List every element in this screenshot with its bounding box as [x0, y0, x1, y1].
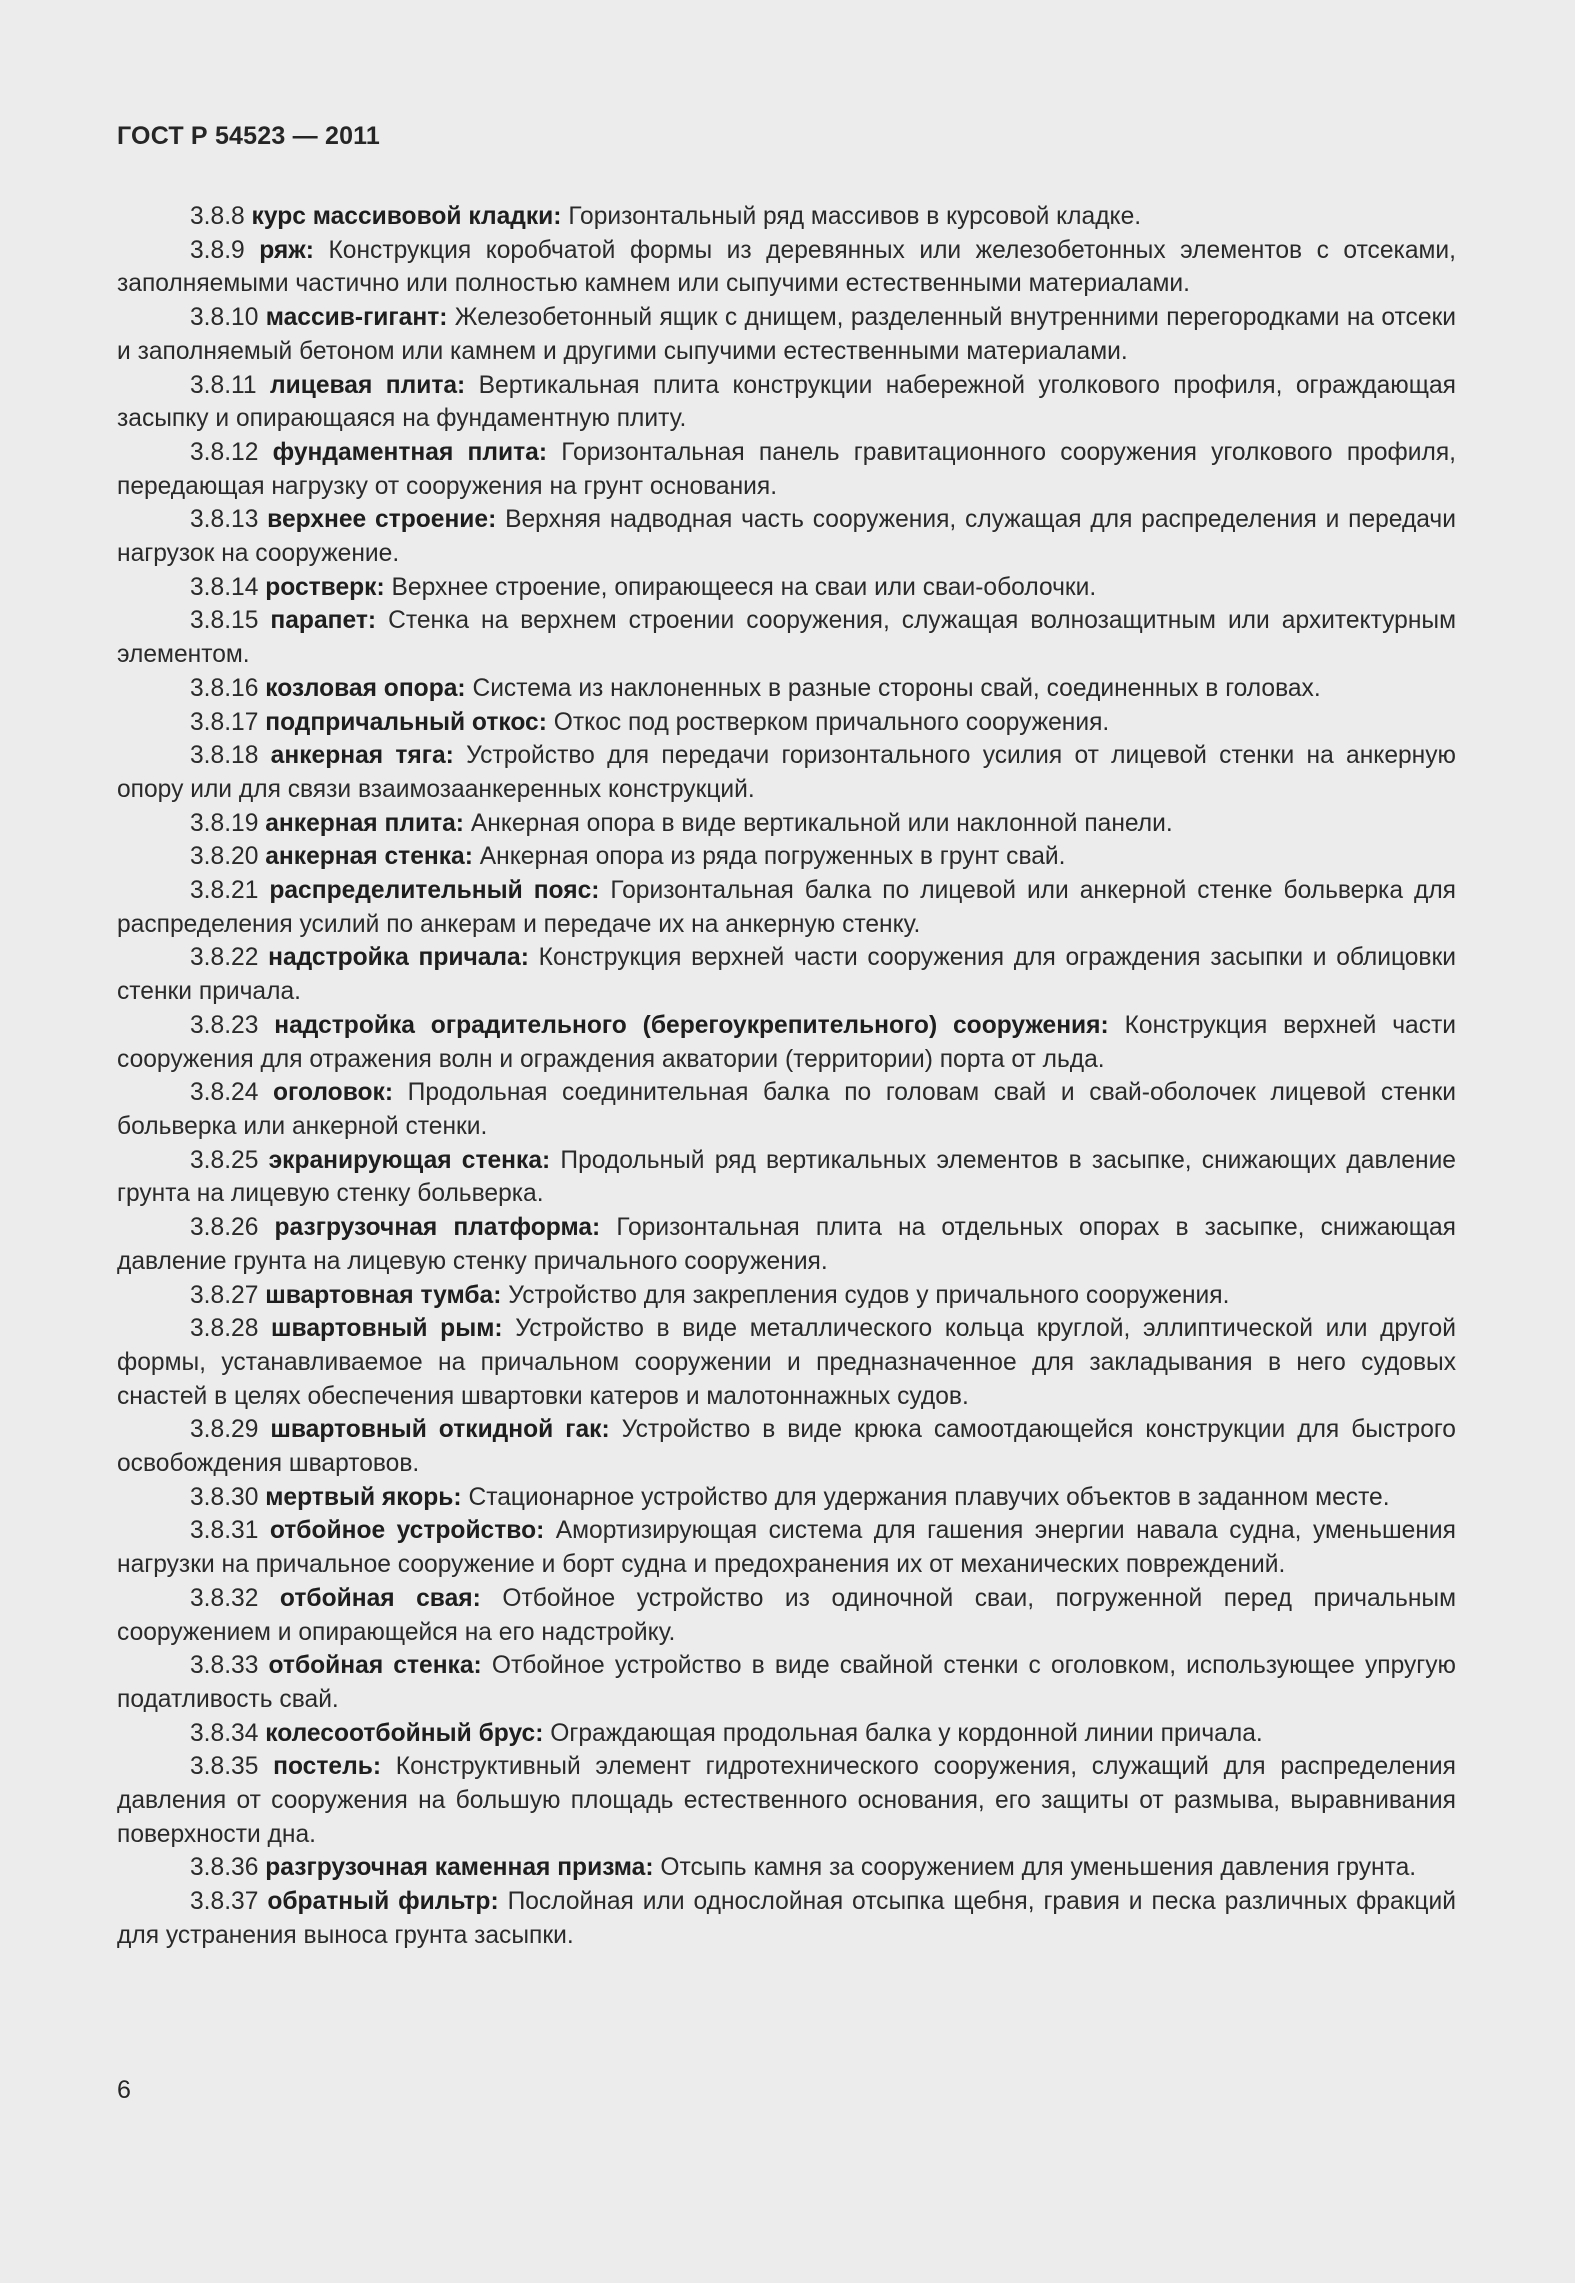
entry-number: 3.8.11 — [190, 371, 257, 399]
entry-number: 3.8.27 — [190, 1281, 259, 1309]
entry-text: Устройство в виде металлического кольца круглой, эллиптической или другой формы, устанавливаемое на причальном сооружении и предназначенное для закладывания в него судовых снастей в целях обеспечения швартовки катеров и малотоннажных судов. — [117, 1315, 1456, 1410]
definition-entry — [117, 874, 1456, 941]
definition-entry — [117, 604, 1456, 671]
entry-text: Отсыпь камня за сооружением для уменьшения давления грунта. — [660, 1854, 1417, 1882]
definition-entry — [117, 369, 1456, 436]
entry-number: 3.8.17 — [190, 708, 259, 736]
entry-text: Амортизирующая система для гашения энергии навала судна, уменьшения нагрузки на причальное сооружение и борт судна и предохранения их от механических повреждений. — [117, 1517, 1456, 1579]
entry-text: Железобетонный ящик с днищем, разделенный внутренними перегородками на отсеки и заполняемый бетоном или камнем и другими сыпучими естественными материалами. — [117, 304, 1457, 365]
entry-number: 3.8.29 — [190, 1416, 259, 1444]
entry-number: 3.8.35 — [190, 1753, 259, 1781]
entry-text: Продольная соединительная балка по головам свай и свай-оболочек лицевой стенки больверка или анкерной стенки. — [117, 1079, 1456, 1140]
entry-text: Горизонтальный ряд массивов в курсовой кладке. — [568, 203, 1142, 230]
definition-entry — [117, 1582, 1456, 1649]
entry-term: анкерная тяга: — [270, 742, 454, 770]
entry-text: Отбойное устройство в виде свайной стенки с оголовком, использующее упругую податливость свай. — [117, 1652, 1457, 1713]
entry-text: Устройство для закрепления судов у причального сооружения. — [508, 1281, 1230, 1309]
entry-text: Верхняя надводная часть сооружения, служащая для распределения и передачи нагрузок на сооружение. — [117, 506, 1456, 568]
entry-number: 3.8.32 — [190, 1584, 259, 1612]
entry-term: экранирующая стенка: — [268, 1146, 551, 1174]
definition-entry — [117, 1076, 1456, 1143]
definition-entry — [117, 1481, 1456, 1515]
definition-entry — [117, 1750, 1456, 1851]
definition-entry — [117, 1279, 1456, 1313]
definition-entry — [117, 1144, 1456, 1211]
entry-term: отбойное устройство: — [269, 1517, 545, 1545]
entry-term: верхнее строение: — [267, 506, 497, 534]
entry-number: 3.8.22 — [190, 944, 259, 972]
entry-number: 3.8.30 — [190, 1483, 259, 1511]
entry-term: отбойная свая: — [279, 1584, 481, 1612]
entry-term: курс массивовой кладки: — [251, 203, 562, 230]
definition-entry — [117, 1413, 1456, 1480]
entry-term: надстройка оградительного (берегоукрепительного) сооружения: — [274, 1011, 1109, 1039]
definition-entry — [117, 1514, 1456, 1581]
entry-text: Устройство для передачи горизонтального усилия от лицевой стенки на анкерную опору или для связи взаимозаанкеренных конструкций. — [117, 742, 1456, 803]
definition-entry — [117, 1649, 1456, 1716]
definition-entry — [117, 200, 1456, 234]
entry-number: 3.8.20 — [190, 843, 259, 871]
definition-entry — [117, 807, 1456, 841]
entry-term: парапет: — [270, 607, 377, 635]
entry-number: 3.8.14 — [190, 573, 259, 601]
entry-text: Анкерная опора из ряда погруженных в грунт свай. — [479, 843, 1066, 871]
entry-number: 3.8.16 — [190, 674, 259, 702]
definition-entry — [117, 436, 1456, 503]
entry-term: разгрузочная платформа: — [274, 1214, 601, 1242]
definitions-list — [117, 200, 1456, 1953]
entry-number: 3.8.24 — [190, 1079, 259, 1107]
entry-number: 3.8.19 — [190, 809, 259, 837]
definition-entry — [117, 1009, 1456, 1076]
entry-text: Стенка на верхнем строении сооружения, служащая волнозащитным или архитектурным элементом. — [117, 607, 1456, 669]
definition-entry — [117, 1851, 1456, 1885]
entry-text: Отбойное устройство из одиночной сваи, погруженной перед причальным сооружением и опирающейся на его надстройку. — [117, 1584, 1456, 1646]
entry-text: Конструкция коробчатой формы из деревянных или железобетонных элементов с отсеками, заполняемыми частично или полностью камнем или сыпучими естественными материалами. — [117, 236, 1456, 298]
entry-number: 3.8.9 — [190, 236, 245, 264]
entry-number: 3.8.25 — [190, 1146, 259, 1174]
definition-entry — [117, 1717, 1456, 1751]
entry-number: 3.8.33 — [190, 1652, 259, 1680]
entry-text: Горизонтальная плита на отдельных опорах в засыпке, снижающая давление грунта на лицевую стенку причального сооружения. — [117, 1214, 1456, 1275]
definition-entry — [117, 571, 1456, 605]
entry-term: швартовная тумба: — [265, 1281, 502, 1309]
entry-text: Откос под ростверком причального сооружения. — [553, 708, 1110, 736]
definition-entry — [117, 739, 1456, 806]
entry-text: Конструкция верхней части сооружения для отражения волн и ограждения акватории (территории) порта от льда. — [117, 1011, 1456, 1073]
definition-entry — [117, 1211, 1456, 1278]
entry-text: Конструктивный элемент гидротехнического сооружения, служащий для распределения давления от сооружения на большую площадь естественного основания, его защиты от размыва, выравнивания поверхности дна. — [117, 1753, 1456, 1848]
entry-text: Устройство в виде крюка самоотдающейся конструкции для быстрого освобождения швартовов. — [117, 1416, 1456, 1478]
entry-term: ростверк: — [265, 573, 385, 601]
entry-text: Стационарное устройство для удержания плавучих объектов в заданном месте. — [468, 1483, 1390, 1511]
entry-term: мертвый якорь: — [265, 1483, 462, 1511]
entry-number: 3.8.26 — [190, 1214, 259, 1242]
entry-text: Верхнее строение, опирающееся на сваи или сваи-оболочки. — [391, 573, 1097, 601]
entry-number: 3.8.28 — [190, 1315, 259, 1343]
document-header: ГОСТ Р 54523 — 2011 — [117, 122, 381, 150]
definition-entry — [117, 1312, 1456, 1413]
entry-number: 3.8.34 — [190, 1719, 259, 1747]
definition-entry — [117, 941, 1456, 1008]
page-number: 6 — [117, 2076, 131, 2104]
entry-term: подпричальный откос: — [265, 708, 547, 736]
entry-term: разгрузочная каменная призма: — [265, 1854, 654, 1882]
entry-term: анкерная плита: — [265, 809, 465, 837]
entry-number: 3.8.37 — [190, 1888, 259, 1916]
entry-term: ряж: — [259, 236, 314, 264]
entry-term: постель: — [273, 1753, 382, 1781]
definition-entry — [117, 234, 1456, 301]
entry-text: Ограждающая продольная балка у кордонной линии причала. — [550, 1719, 1263, 1747]
entry-term: фундаментная плита: — [272, 438, 548, 466]
entry-number: 3.8.12 — [190, 438, 259, 466]
entry-term: швартовный откидной гак: — [270, 1416, 610, 1444]
definition-entry — [117, 1885, 1456, 1952]
entry-text: Продольный ряд вертикальных элементов в засыпке, снижающих давление грунта на лицевую стенку больверка. — [117, 1146, 1456, 1208]
definition-entry — [117, 706, 1456, 740]
definition-entry — [117, 503, 1456, 570]
entry-term: лицевая плита: — [269, 371, 466, 399]
entry-text: Вертикальная плита конструкции набережной уголкового профиля, ограждающая засыпку и опирающаяся на фундаментную плиту. — [117, 371, 1456, 433]
entry-text: Система из наклоненных в разные стороны свай, соединенных в головах. — [472, 674, 1321, 702]
entry-term: козловая опора: — [265, 674, 466, 702]
entry-term: надстройка причала: — [268, 944, 529, 972]
entry-term: массив-гигант: — [265, 304, 448, 332]
entry-term: обратный фильтр: — [267, 1888, 499, 1916]
entry-term: оголовок: — [273, 1079, 394, 1107]
entry-text: Горизонтальная балка по лицевой или анкерной стенке больверка для распределения усилий по анкерам и передаче их на анкерную стенку. — [117, 877, 1456, 938]
entry-number: 3.8.21 — [190, 877, 259, 905]
entry-term: распределительный пояс: — [269, 877, 600, 905]
entry-text: Конструкция верхней части сооружения для ограждения засыпки и облицовки стенки причала. — [117, 944, 1456, 1006]
entry-text: Горизонтальная панель гравитационного сооружения уголкового профиля, передающая нагрузку от сооружения на грунт основания. — [117, 438, 1456, 500]
entry-number: 3.8.8 — [190, 203, 245, 230]
entry-number: 3.8.18 — [190, 742, 259, 770]
entry-term: анкерная стенка: — [265, 843, 473, 871]
entry-number: 3.8.10 — [190, 304, 259, 332]
entry-term: колесоотбойный брус: — [265, 1719, 544, 1747]
entry-term: отбойная стенка: — [268, 1652, 482, 1680]
entry-number: 3.8.15 — [190, 607, 259, 635]
definition-entry — [117, 672, 1456, 706]
entry-number: 3.8.36 — [190, 1854, 259, 1882]
entry-number: 3.8.31 — [190, 1517, 259, 1545]
entry-text: Анкерная опора в виде вертикальной или наклонной панели. — [470, 809, 1173, 837]
entry-number: 3.8.13 — [190, 506, 259, 534]
entry-term: швартовный рым: — [271, 1315, 503, 1343]
definition-entry — [117, 840, 1456, 874]
definition-entry — [117, 301, 1456, 368]
entry-number: 3.8.23 — [190, 1011, 259, 1039]
entry-text: Послойная или однослойная отсыпка щебня, гравия и песка различных фракций для устранения выноса грунта засыпки. — [117, 1888, 1456, 1949]
